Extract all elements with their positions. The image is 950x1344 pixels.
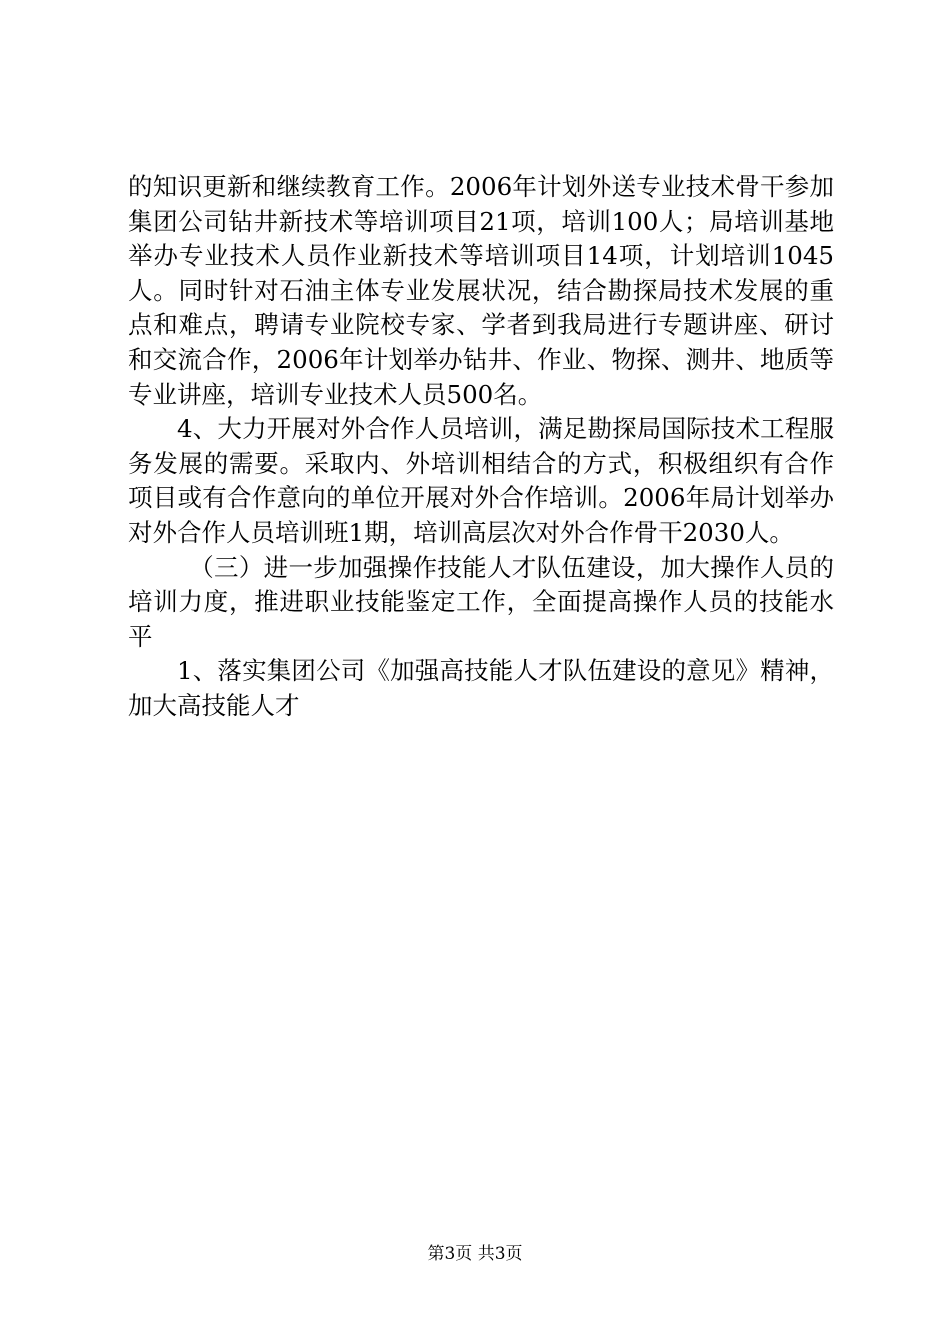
paragraph-item-1: 1、落实集团公司《加强高技能人才队伍建设的意见》精神，加大高技能人才 bbox=[128, 656, 834, 720]
section-heading-3: （三）进一步加强操作技能人才队伍建设，加大操作人员的培训力度，推进职业技能鉴定工作，全面提高操作人员的技能水平 bbox=[128, 552, 834, 651]
paragraph-continuation: 的知识更新和继续教育工作。2006年计划外送专业技术骨干参加集团公司钻井新技术等培训项目21项，培训100人；局培训基地举办专业技术人员作业新技术等培训项目14项，计划培训1045人。同时针对石油主体专业发展状况，结合勘探局技术发展的重点和难点，聘请专业院校专家、学者到我局进行专题讲座、研讨和交流合作，2006年计划举办钻井、作业、物探、测井、地质等专业讲座，培训专业技术人员500名。 bbox=[128, 172, 834, 409]
page-footer: 第3页 共3页 bbox=[427, 1244, 523, 1264]
paragraph-item-4: 4、大力开展对外合作人员培训，满足勘探局国际技术工程服务发展的需要。采取内、外培训相结合的方式，积极组织有合作项目或有合作意向的单位开展对外合作培训。2006年局计划举办对外合作人员培训班1期，培训高层次对外合作骨干2030人。 bbox=[128, 414, 834, 547]
document-body bbox=[128, 170, 834, 724]
